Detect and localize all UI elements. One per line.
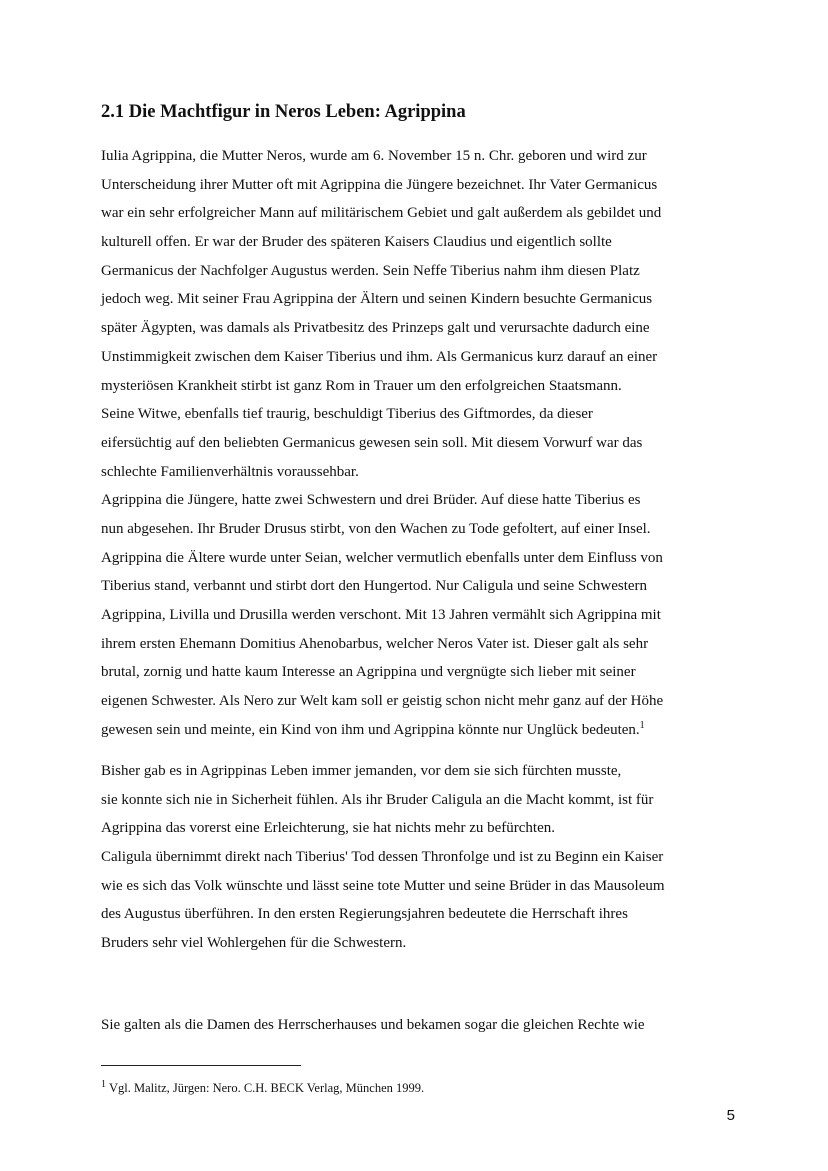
text-line xyxy=(101,630,731,659)
line-text: Germanicus der Nachfolger Augustus werden. Sein Neffe Tiberius nahm ihm diesen Platz xyxy=(101,262,640,279)
line-text: Unstimmigkeit zwischen dem Kaiser Tiberius und ihm. Als Germanicus kurz darauf an einer xyxy=(101,348,658,365)
line-text: Caligula übernimmt direkt nach Tiberius' Tod dessen Thronfolge und ist zu Beginn ein Kaiser xyxy=(101,849,664,866)
line-text: Iulia Agrippina, die Mutter Neros, wurde am 6. November 15 n. Chr. geboren und wird zur xyxy=(101,148,647,164)
footnote-text: Vgl. Malitz, Jürgen: Nero. C.H. BECK Verlag, München 1999. xyxy=(109,1081,425,1095)
line-text: brutal, zornig und hatte kaum Interesse an Agrippina und vergnügte sich lieber mit seiner xyxy=(101,664,636,681)
text-line xyxy=(101,814,731,843)
line-text: wie es sich das Volk wünschte und lässt seine tote Mutter und seine Brüder in das Mausoleum xyxy=(101,877,665,894)
text-line xyxy=(101,601,731,630)
text-line xyxy=(101,929,731,958)
line-text: Bruders sehr viel Wohlergehen für die Schwestern. xyxy=(101,935,407,952)
text-line xyxy=(101,658,731,687)
text-line xyxy=(101,314,731,343)
line-text: ihrem ersten Ehemann Domitius Ahenobarbus, welcher Neros Vater ist. Dieser galt als sehr xyxy=(101,635,649,652)
line-text: Agrippina die Jüngere, hatte zwei Schwestern und drei Brüder. Auf diese hatte Tiberius es xyxy=(101,492,641,509)
line-text: nun abgesehen. Ihr Bruder Drusus stirbt, von den Wachen zu Tode gefoltert, auf einer Insel. xyxy=(101,520,651,537)
line-text: mysteriösen Krankheit stirbt ist ganz Rom in Trauer um den erfolgreichen Staatsmann. xyxy=(101,377,622,394)
line-text: jedoch weg. Mit seiner Frau Agrippina der Ältern und seinen Kindern besuchte Germanicus xyxy=(101,291,653,308)
line-text: eigenen Schwester. Als Nero zur Welt kam soll er geistig schon nicht mehr ganz auf der Höhe xyxy=(101,693,664,710)
section-heading: 2.1 Die Machtfigur in Neros Leben: Agrippina xyxy=(101,102,466,122)
line-text: Tiberius stand, verbannt und stirbt dort den Hungertod. Nur Caligula und seine Schwestern xyxy=(101,578,648,595)
text-line xyxy=(101,171,731,200)
line-text: gewesen sein und meinte, ein Kind von ihm und Agrippina könnte nur Unglück bedeuten. xyxy=(101,721,640,738)
line-text: sie konnte sich nie in Sicherheit fühlen. Als ihr Bruder Caligula an die Macht kommt, ist für xyxy=(101,791,654,808)
text-line xyxy=(101,142,731,171)
paragraph-1 xyxy=(101,142,731,744)
line-text: Agrippina die Ältere wurde unter Seian, welcher vermutlich ebenfalls unter dem Einfluss von xyxy=(101,549,663,566)
line-text: schlechte Familienverhältnis voraussehbar. xyxy=(101,463,359,480)
text-line xyxy=(101,572,731,601)
page-number: 5 xyxy=(726,1107,735,1124)
text-line xyxy=(101,786,731,815)
text-line xyxy=(101,257,731,286)
line-text: Unterscheidung ihrer Mutter oft mit Agrippina die Jüngere bezeichnet. Ihr Vater Germanicus xyxy=(101,176,658,193)
text-line xyxy=(101,343,731,372)
footnote-separator xyxy=(101,1065,301,1066)
line-text: Agrippina, Livilla und Drusilla werden verschont. Mit 13 Jahren vermählt sich Agrippina mit xyxy=(101,607,661,623)
text-line xyxy=(101,199,731,228)
line-text: Sie galten als die Damen des Herrscherhauses und bekamen sogar die gleichen Rechte wie xyxy=(101,1017,645,1033)
text-line xyxy=(101,544,731,573)
paragraph-2 xyxy=(101,757,731,958)
text-line xyxy=(101,687,731,716)
text-line xyxy=(101,843,731,872)
line-text: kulturell offen. Er war der Bruder des späteren Kaisers Claudius und eigentlich sollte xyxy=(101,234,612,251)
line-text: war ein sehr erfolgreicher Mann auf militärischem Gebiet und galt außerdem als gebildet und xyxy=(101,205,662,222)
text-line xyxy=(101,228,731,257)
line-text: Seine Witwe, ebenfalls tief traurig, beschuldigt Tiberius des Giftmordes, da dieser xyxy=(101,406,593,423)
text-line xyxy=(101,372,731,401)
text-line xyxy=(101,716,731,745)
text-line xyxy=(101,1011,731,1040)
text-line xyxy=(101,757,731,786)
text-line xyxy=(101,486,731,515)
text-line xyxy=(101,458,731,487)
paragraph-3 xyxy=(101,1011,731,1040)
line-text: später Ägypten, was damals als Privatbesitz des Prinzeps galt und verursachte dadurch eine xyxy=(101,320,650,337)
text-line xyxy=(101,429,731,458)
line-text: Agrippina das vorerst eine Erleichterung, sie hat nichts mehr zu befürchten. xyxy=(101,820,556,837)
text-line xyxy=(101,900,731,929)
line-text: Bisher gab es in Agrippinas Leben immer jemanden, vor dem sie sich fürchten musste, xyxy=(101,763,622,779)
footnote-number: 1 xyxy=(101,1078,106,1090)
text-line xyxy=(101,872,731,901)
text-line xyxy=(101,285,731,314)
text-line xyxy=(101,400,731,429)
footnote-reference[interactable]: 1 xyxy=(639,719,645,731)
footnote xyxy=(101,1080,424,1096)
line-text: des Augustus überführen. In den ersten Regierungsjahren bedeutete die Herrschaft ihres xyxy=(101,906,628,923)
text-line xyxy=(101,515,731,544)
line-text: eifersüchtig auf den beliebten Germanicus gewesen sein soll. Mit diesem Vorwurf war das xyxy=(101,434,643,451)
